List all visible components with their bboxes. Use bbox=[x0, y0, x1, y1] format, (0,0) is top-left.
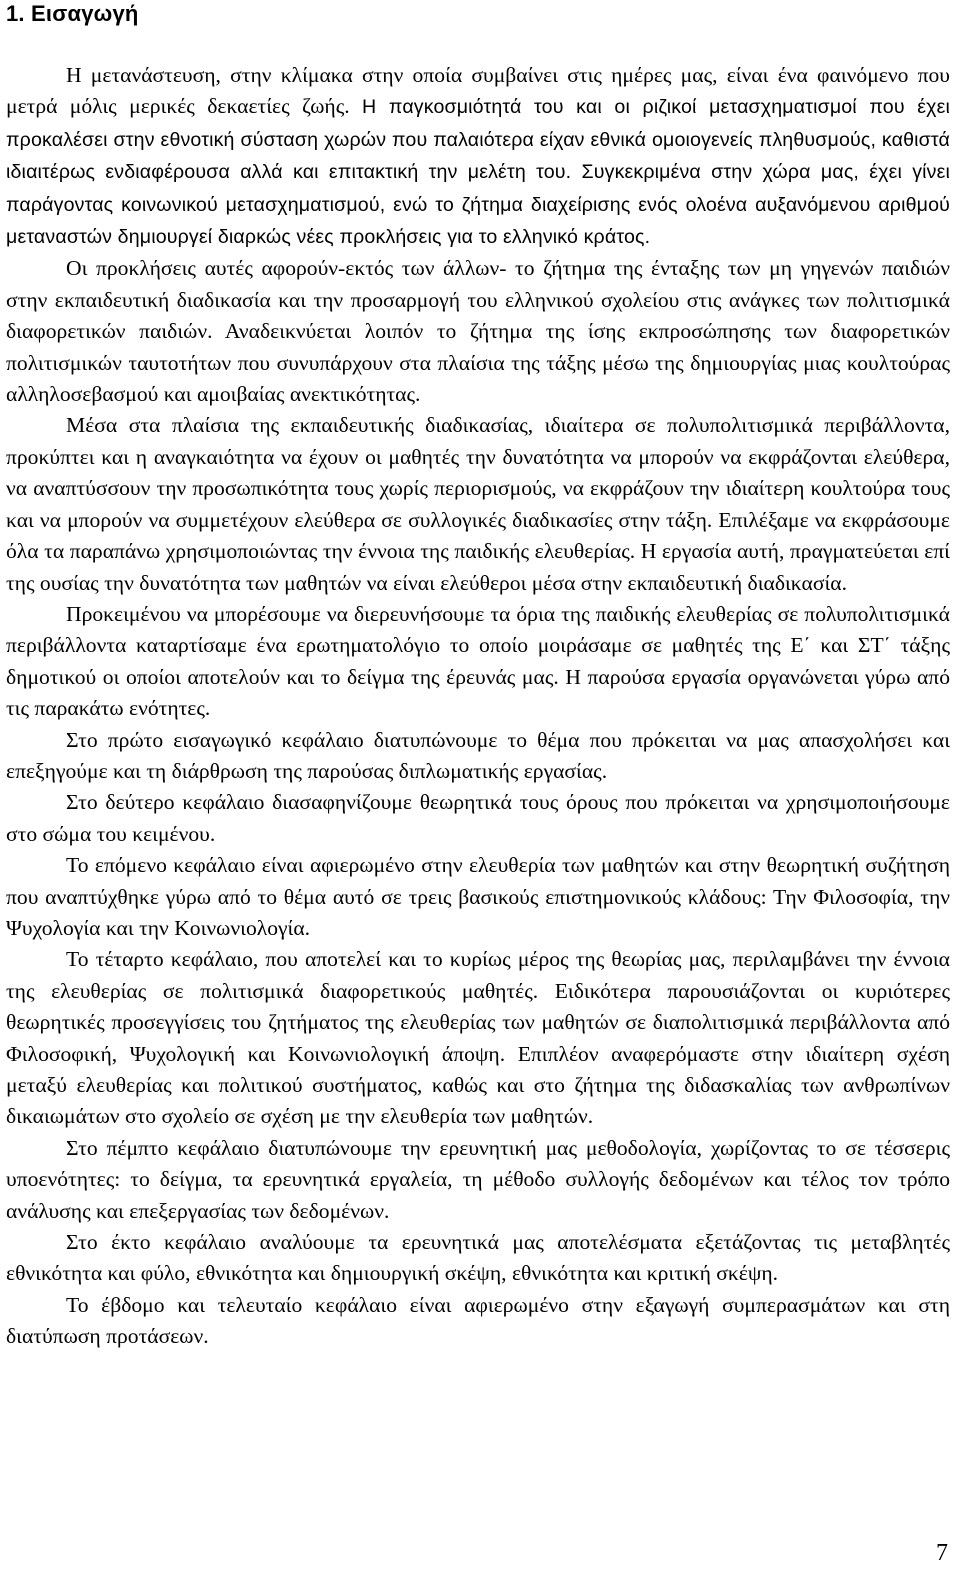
paragraph-1-run-1: Η μετανάστευση, στην κλίμακα στην οποία συμβαίνει στις ημέρες μας, είναι ένα φαινόμενο που μετρά μόλις μερικές δεκαετίες ζωής. bbox=[6, 63, 950, 119]
paragraph-1 bbox=[6, 60, 950, 253]
paragraph-4: Προκειμένου να μπορέσουμε να διερευνήσουμε τα όρια της παιδικής ελευθερίας σε πολυπολιτισμικά περιβάλλοντα καταρτίσαμε ένα ερωτηματολόγιο το οποίο μοιράσαμε σε μαθητές της Ε΄ και ΣΤ΄ τάξης δημοτικού οι οποίοι αποτελούν και το δείγμα της έρευνάς μας. Η παρούσα εργασία οργανώνεται γύρω από τις παρακάτω ενότητες. bbox=[6, 601, 950, 721]
paragraph-1-run-2: Η παγκοσμιότητά του και οι ριζικοί μετασχηματισμοί που έχει προκαλέσει στην εθνοτική σύσταση χωρών που παλαιότερα είχαν εθνικά ομοιογενείς πληθυσμούς, καθιστά ιδιαιτέρως ενδιαφέρουσα αλλά και επιτακτική την μελέτη του. Συγκεκριμένα στην χώρα μας, έχει γίνει παράγοντας κοινωνικού μετασχηματισμού, ενώ το ζήτημα διαχείρισης ενός ολοένα αυξανόμενου αριθμού μεταναστών δημιουργεί διαρκώς νέες προκλήσεις για το ελληνικό κράτος. bbox=[6, 96, 950, 249]
paragraph-11: Το έβδομο και τελευταίο κεφάλαιο είναι αφιερωμένο στην εξαγωγή συμπερασμάτων και στη διατύπωση προτάσεων. bbox=[6, 1292, 950, 1349]
body-text bbox=[6, 60, 950, 1353]
paragraph-10: Στο έκτο κεφάλαιο αναλύουμε τα ερευνητικά μας αποτελέσματα εξετάζοντας τις μεταβλητές εθνικότητα και φύλο, εθνικότητα και δημιουργική σκέψη, εθνικότητα και κριτική σκέψη. bbox=[6, 1230, 950, 1286]
paragraph-6: Στο δεύτερο κεφάλαιο διασαφηνίζουμε θεωρητικά τους όρους που πρόκειται να χρησιμοποιήσουμε στο σώμα του κειμένου. bbox=[6, 790, 950, 846]
section-heading: 1. Εισαγωγή bbox=[6, 1, 139, 26]
paragraph-8: Το τέταρτο κεφάλαιο, που αποτελεί και το κυρίως μέρος της θεωρίας μας, περιλαμβάνει την έννοια της ελευθερίας σε πολιτισμικά διαφορετικούς μαθητές. Ειδικότερα παρουσιάζονται οι κυριότερες θεωρητικές προσεγγίσεις του ζητήματος της ελευθερίας των μαθητών σε διαπολιτισμικά περιβάλλοντα από Φιλοσοφική, Ψυχολογική και Κοινωνιολογική άποψη. Επιπλέον αναφερόμαστε στην ιδιαίτερη σχέση μεταξύ ελευθερίας και πολιτικού συστήματος, καθώς και στο ζήτημα της διδασκαλίας των ανθρωπίνων δικαιωμάτων στο σχολείο σε σχέση με την ελευθερία των μαθητών. bbox=[6, 947, 950, 1129]
paragraph-5: Στο πρώτο εισαγωγικό κεφάλαιο διατυπώνουμε το θέμα που πρόκειται να μας απασχολήσει και επεξηγούμε και τη διάρθρωση της παρούσας διπλωματικής εργασίας. bbox=[6, 727, 950, 783]
paragraph-2: Οι προκλήσεις αυτές αφορούν-εκτός των άλλων- το ζήτημα της ένταξης των μη γηγενών παιδιών στην εκπαιδευτική διαδικασία και την προσαρμογή του ελληνικού σχολείου στις ανάγκες των πολιτισμικά διαφορετικών παιδιών. Αναδεικνύεται λοιπόν το ζήτημα της ίσης εκπροσώπησης των διαφορετικών πολιτισμικών ταυτοτήτων που συνυπάρχουν στα πλαίσια της τάξης μέσω της δημιουργίας μιας κουλτούρας αλληλοσεβασμού και αμοιβαίας ανεκτικότητας. bbox=[6, 256, 950, 407]
paragraph-3: Μέσα στα πλαίσια της εκπαιδευτικής διαδικασίας, ιδιαίτερα σε πολυπολιτισμικά περιβάλλοντα, προκύπτει και η αναγκαιότητα να έχουν οι μαθητές την δυνατότητα να μπορούν να εκφράζονται ελεύθερα, να αναπτύσσουν την προσωπικότητα τους χωρίς περιορισμούς, να εκφράζουν την ιδιαίτερη κουλτούρα τους και να μπορούν να συμμετέχουν ελεύθερα σε συλλογικές διαδικασίες στην τάξη. Επιλέξαμε να εκφράσουμε όλα τα παραπάνω χρησιμοποιώντας την έννοια της παιδικής ελευθερίας. Η εργασία αυτή, πραγματεύεται επί της ουσίας την δυνατότητα των μαθητών να είναι ελεύθεροι μέσα στην εκπαιδευτική διαδικασία. bbox=[6, 413, 950, 595]
paragraph-9: Στο πέμπτο κεφάλαιο διατυπώνουμε την ερευνητική μας μεθοδολογία, χωρίζοντας το σε τέσσερις υποενότητες: το δείγμα, τα ερευνητικά εργαλεία, τη μέθοδο συλλογής δεδομένων και τέλος τον τρόπο ανάλυσης και επεξεργασίας των δεδομένων. bbox=[6, 1135, 950, 1223]
page-number: 7 bbox=[936, 1540, 948, 1566]
paragraph-7: Το επόμενο κεφάλαιο είναι αφιερωμένο στην ελευθερία των μαθητών και στην θεωρητική συζήτηση που αναπτύχθηκε γύρω από το θέμα αυτό σε τρεις βασικούς επιστημονικούς κλάδους: Την Φιλοσοφία, την Ψυχολογία και την Κοινωνιολογία. bbox=[6, 853, 950, 940]
